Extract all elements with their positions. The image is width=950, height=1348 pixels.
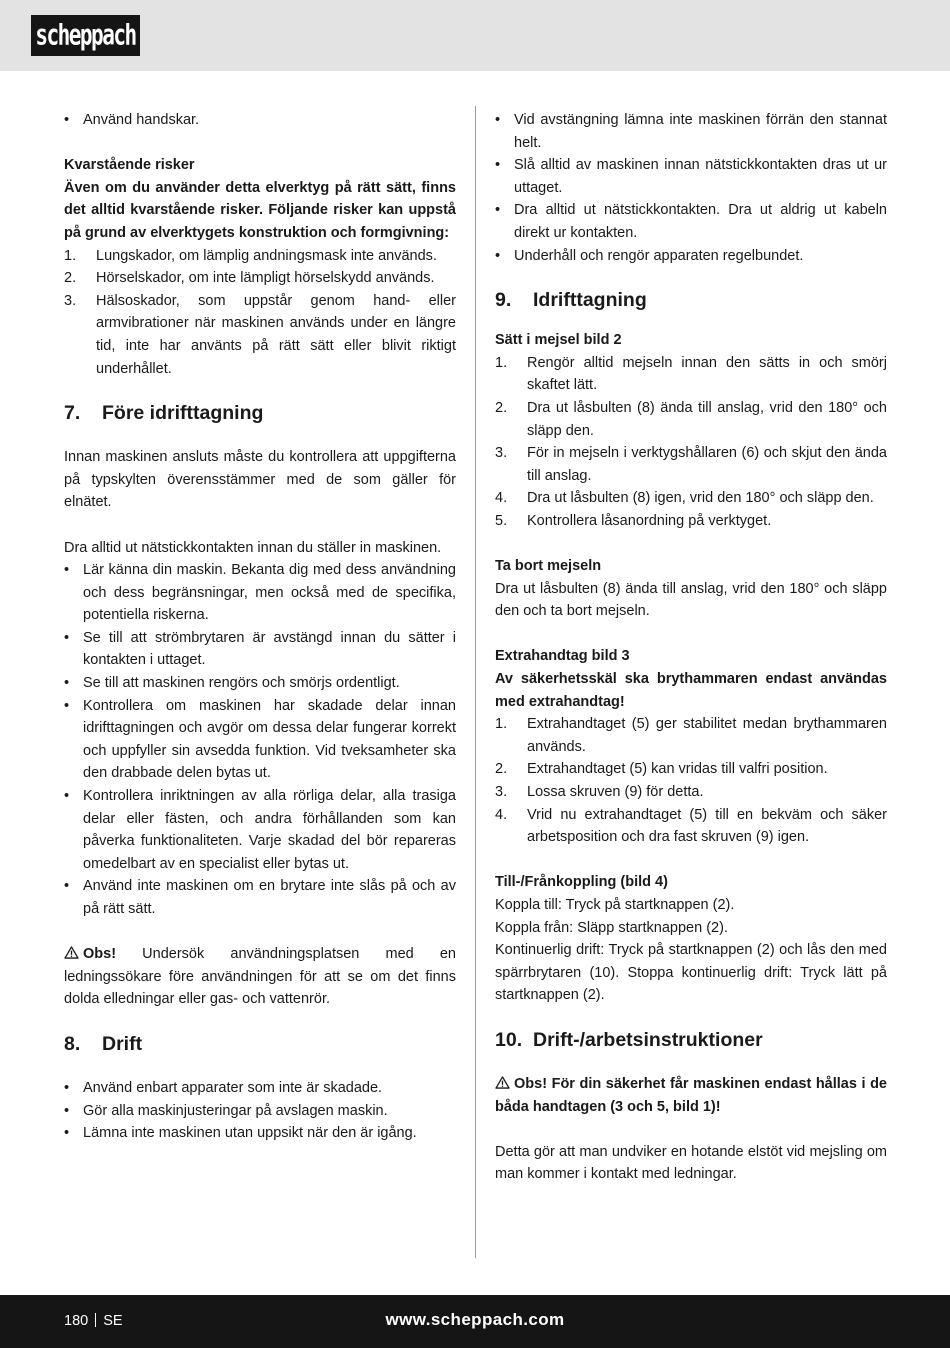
extra-handle-title: Extrahandtag bild 3 [495,648,630,665]
section-10-heading: 10. Drift-/arbetsinstruktioner [495,1028,763,1051]
list-item: 4. Dra ut låsbulten (8) igen, vrid den 180° och släpp den. [495,490,874,507]
right-column [495,109,887,1186]
list-item: • Lär känna din maskin. Bekanta dig med dess användning och dess begränsningar, men också med de specifika, potentiella riskerna. [64,559,456,627]
list-item: 5. Kontrollera låsanordning på verktyget. [495,512,772,529]
residual-risk-title: Kvarstående risker [64,157,195,174]
list-item: • Använd inte maskinen om en brytare inte slås på och av på rätt sätt. [64,875,456,920]
list-item: 2. Extrahandtaget (5) kan vridas till valfri position. [495,761,828,778]
scheppach-logo: scheppach [31,15,140,56]
list-item: • Se till att strömbrytaren är avstängd innan du sätter i kontakten i uttaget. [64,627,456,672]
column-divider [475,106,476,1258]
switch-on-text: Koppla till: Tryck på startknappen (2). [495,897,735,913]
left-column [64,109,456,1145]
list-item: 2. Dra ut låsbulten (8) ända till anslag, vrid den 180° och släpp den. [495,399,887,439]
list-item: 4. Vrid nu extrahandtaget (5) till en bekväm och säker arbetsposition och dra fast skruven (9) igen. [495,806,887,846]
remove-chisel-title: Ta bort mejseln [495,558,602,575]
list-item: • Dra alltid ut nätstickkontakten. Dra ut aldrig ut kabeln direkt ur kontakten. [495,199,887,244]
list-item: 1. Extrahandtaget (5) ger stabilitet medan brythammaren används. [495,716,887,755]
warning-triangle-icon [64,946,79,959]
language-code: SE [103,1313,123,1329]
list-item: • Gör alla maskinjusteringar på avslagen maskin. [64,1100,456,1123]
list-item: 3. För in mejseln i verktygshållaren (6) och skjut den ända till anslag. [495,445,887,484]
remove-chisel-text: Dra ut låsbulten (8) ända till anslag, vrid den 180° och släpp den och ta bort mejseln. [495,580,887,620]
insert-chisel-title: Sätt i mejsel bild 2 [495,332,622,349]
list-item: • Vid avstängning lämna inte maskinen förrän den stannat helt. [495,109,887,154]
extra-handle-steps [495,713,887,849]
shutdown-bullet-list [495,109,887,267]
section-7-bullet-list [64,559,456,921]
switch-continuous-text: Kontinuerlig drift: Tryck på startknappen (2) och lås den med spärrbrytaren (10). Stoppa kontinuerlig drift: Tryck lätt på startknappen (2). [495,942,887,1004]
list-item: • Underhåll och rengör apparaten regelbundet. [495,245,887,268]
section-7-paragraph-2: Dra alltid ut nätstickkontakten innan du ställer in maskinen. [64,539,442,556]
list-item: 3. Lossa skruven (9) för detta. [495,784,704,801]
list-item: • Använd handskar. [64,109,456,132]
header-band [0,0,950,71]
list-item: • Se till att maskinen rengörs och smörjs ordentligt. [64,672,456,695]
section-7-heading: 7. Före idrifttagning [64,402,264,425]
list-item: • Slå alltid av maskinen innan nätstickkontakten dras ut ur uttaget. [495,154,887,199]
list-item: • Kontrollera inriktningen av alla rörliga delar, alla trasiga delar eller fästen, och andra förhållanden som kan påverka funktionaliteten. Varje skadad del bör repareras omedelbart av en specialist eller bytas ut. [64,785,456,875]
section-7-paragraph-1: Innan maskinen ansluts måste du kontrollera att uppgifterna på typskylten överensstämmer med de som gäller för elnätet. [64,449,456,511]
switch-off-text: Koppla från: Släpp startknappen (2). [495,919,728,936]
insert-chisel-steps [495,352,887,533]
list-item: 3. Hälsoskador, som uppstår genom hand- eller armvibrationer när maskinen används under en längre tid, inte har använts på rätt sätt eller blivit riktigt underhållet. [64,292,456,377]
list-item: 1. Rengör alltid mejseln innan den sätts in och smörj skaftet lätt. [495,354,887,394]
glove-bullet-list [64,109,456,132]
list-item: • Använd enbart apparater som inte är skadade. [64,1077,456,1100]
section-10-warning: Obs! För din säkerhet får maskinen endast hållas i de båda handtagen (3 och 5, bild 1)! [495,1075,887,1115]
warning-triangle-icon [495,1076,510,1089]
section-9-heading: 9. Idrifttagning [495,289,647,312]
page-number: 180 SE [64,1313,123,1329]
footer-band [0,1295,950,1348]
residual-risk-list [64,245,456,381]
section-8-heading: 8. Drift [64,1032,143,1055]
obs-notice: Obs! Undersök användningsplatsen med en ledningssökare före användningen för att se om det finns dolda elledningar eller gas- och vattenrör. [64,946,456,1008]
extra-handle-warning: Av säkerhetsskäl ska brythammaren endast användas med extrahandtag! [495,671,887,710]
section-8-bullet-list [64,1077,456,1145]
website-link[interactable]: www.scheppach.com [385,1310,565,1329]
list-item: 1. Lungskador, om lämplig andningsmask inte används. [64,247,437,264]
list-item: • Lämna inte maskinen utan uppsikt när den är igång. [64,1122,456,1145]
list-item: 2. Hörselskador, om inte lämpligt hörselskydd används. [64,270,435,287]
list-item: • Kontrollera om maskinen har skadade delar innan idrifttagningen och avgör om dessa delar fungerar korrekt och uppfyller sin avsedda funktion. Vid tveksamheter ska den drabbade delen bytas ut. [64,695,456,785]
switch-title: Till-/Frånkoppling (bild 4) [495,874,668,891]
residual-risk-intro: Även om du använder detta elverktyg på rätt sätt, finns det alltid kvarstående risker. Följande risker kan uppstå på grund av elverktygets konstruktion och formgivning: [64,179,456,241]
section-10-text: Detta gör att man undviker en hotande elstöt vid mejsling om man kommer i kontakt med ledningar. [495,1143,887,1183]
